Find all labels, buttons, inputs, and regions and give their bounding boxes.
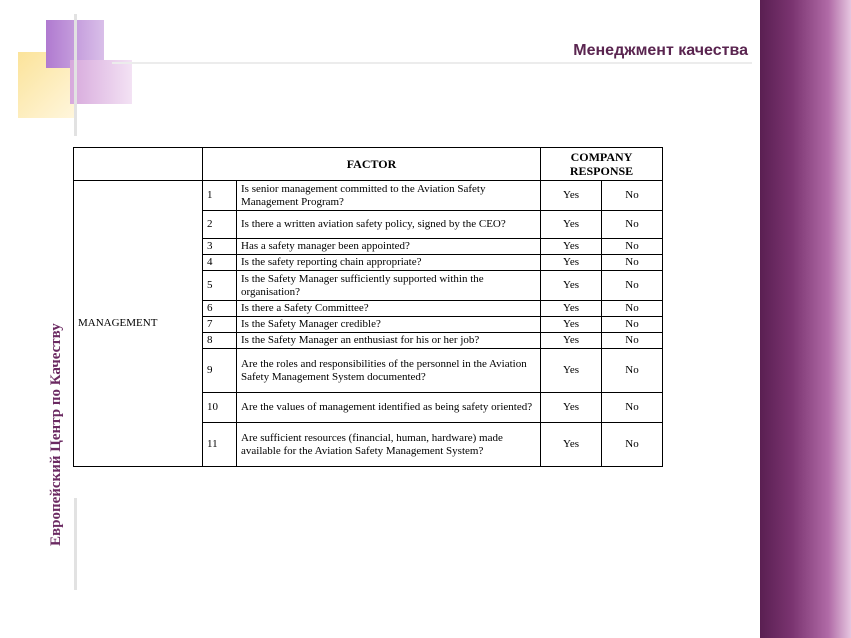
- category-cell: MANAGEMENT: [74, 181, 203, 467]
- row-number: 9: [203, 349, 237, 393]
- yes-option: Yes: [541, 349, 602, 393]
- row-number: 8: [203, 333, 237, 349]
- header-category-cell: [74, 148, 203, 181]
- no-option: No: [602, 393, 663, 423]
- no-option: No: [602, 271, 663, 301]
- no-option: No: [602, 317, 663, 333]
- decor-pink-square: [70, 60, 132, 104]
- yes-option: Yes: [541, 333, 602, 349]
- yes-option: Yes: [541, 239, 602, 255]
- row-question: Is there a written aviation safety policy, signed by the CEO?: [237, 211, 541, 239]
- row-question: Is senior management committed to the Aviation Safety Management Program?: [237, 181, 541, 211]
- row-number: 5: [203, 271, 237, 301]
- yes-option: Yes: [541, 211, 602, 239]
- no-option: No: [602, 301, 663, 317]
- row-number: 1: [203, 181, 237, 211]
- yes-option: Yes: [541, 181, 602, 211]
- row-number: 7: [203, 317, 237, 333]
- row-question: Are the roles and responsibilities of the personnel in the Aviation Safety Management System documented?: [237, 349, 541, 393]
- row-number: 6: [203, 301, 237, 317]
- row-number: 11: [203, 423, 237, 467]
- no-option: No: [602, 333, 663, 349]
- no-option: No: [602, 349, 663, 393]
- row-question: Is the Safety Manager credible?: [237, 317, 541, 333]
- no-option: No: [602, 423, 663, 467]
- yes-option: Yes: [541, 317, 602, 333]
- decor-vertical-line-top: [74, 14, 77, 136]
- row-question: Has a safety manager been appointed?: [237, 239, 541, 255]
- yes-option: Yes: [541, 301, 602, 317]
- row-question: Is there a Safety Committee?: [237, 301, 541, 317]
- row-question: Is the Safety Manager an enthusiast for his or her job?: [237, 333, 541, 349]
- table-header-row: [74, 148, 663, 181]
- row-question: Are the values of management identified as being safety oriented?: [237, 393, 541, 423]
- no-option: No: [602, 181, 663, 211]
- vertical-side-label: Европейский Центр по Качеству: [48, 323, 64, 546]
- yes-option: Yes: [541, 255, 602, 271]
- row-number: 10: [203, 393, 237, 423]
- row-number: 3: [203, 239, 237, 255]
- safety-factor-table: [73, 147, 663, 467]
- yes-option: Yes: [541, 423, 602, 467]
- decor-vertical-line-bottom: [74, 498, 77, 590]
- table-row: [74, 181, 663, 211]
- row-question: Is the Safety Manager sufficiently supported within the organisation?: [237, 271, 541, 301]
- no-option: No: [602, 239, 663, 255]
- header-company-response: COMPANY RESPONSE: [541, 148, 663, 181]
- row-question: Is the safety reporting chain appropriate?: [237, 255, 541, 271]
- yes-option: Yes: [541, 271, 602, 301]
- yes-option: Yes: [541, 393, 602, 423]
- decor-header-line: [112, 62, 752, 64]
- row-number: 4: [203, 255, 237, 271]
- row-question: Are sufficient resources (financial, human, hardware) made available for the Aviation Safety Management System?: [237, 423, 541, 467]
- right-decorative-band: [760, 0, 851, 638]
- row-number: 2: [203, 211, 237, 239]
- header-factor: FACTOR: [203, 148, 541, 181]
- no-option: No: [602, 211, 663, 239]
- no-option: No: [602, 255, 663, 271]
- page-title: Менеджмент качества: [573, 42, 748, 59]
